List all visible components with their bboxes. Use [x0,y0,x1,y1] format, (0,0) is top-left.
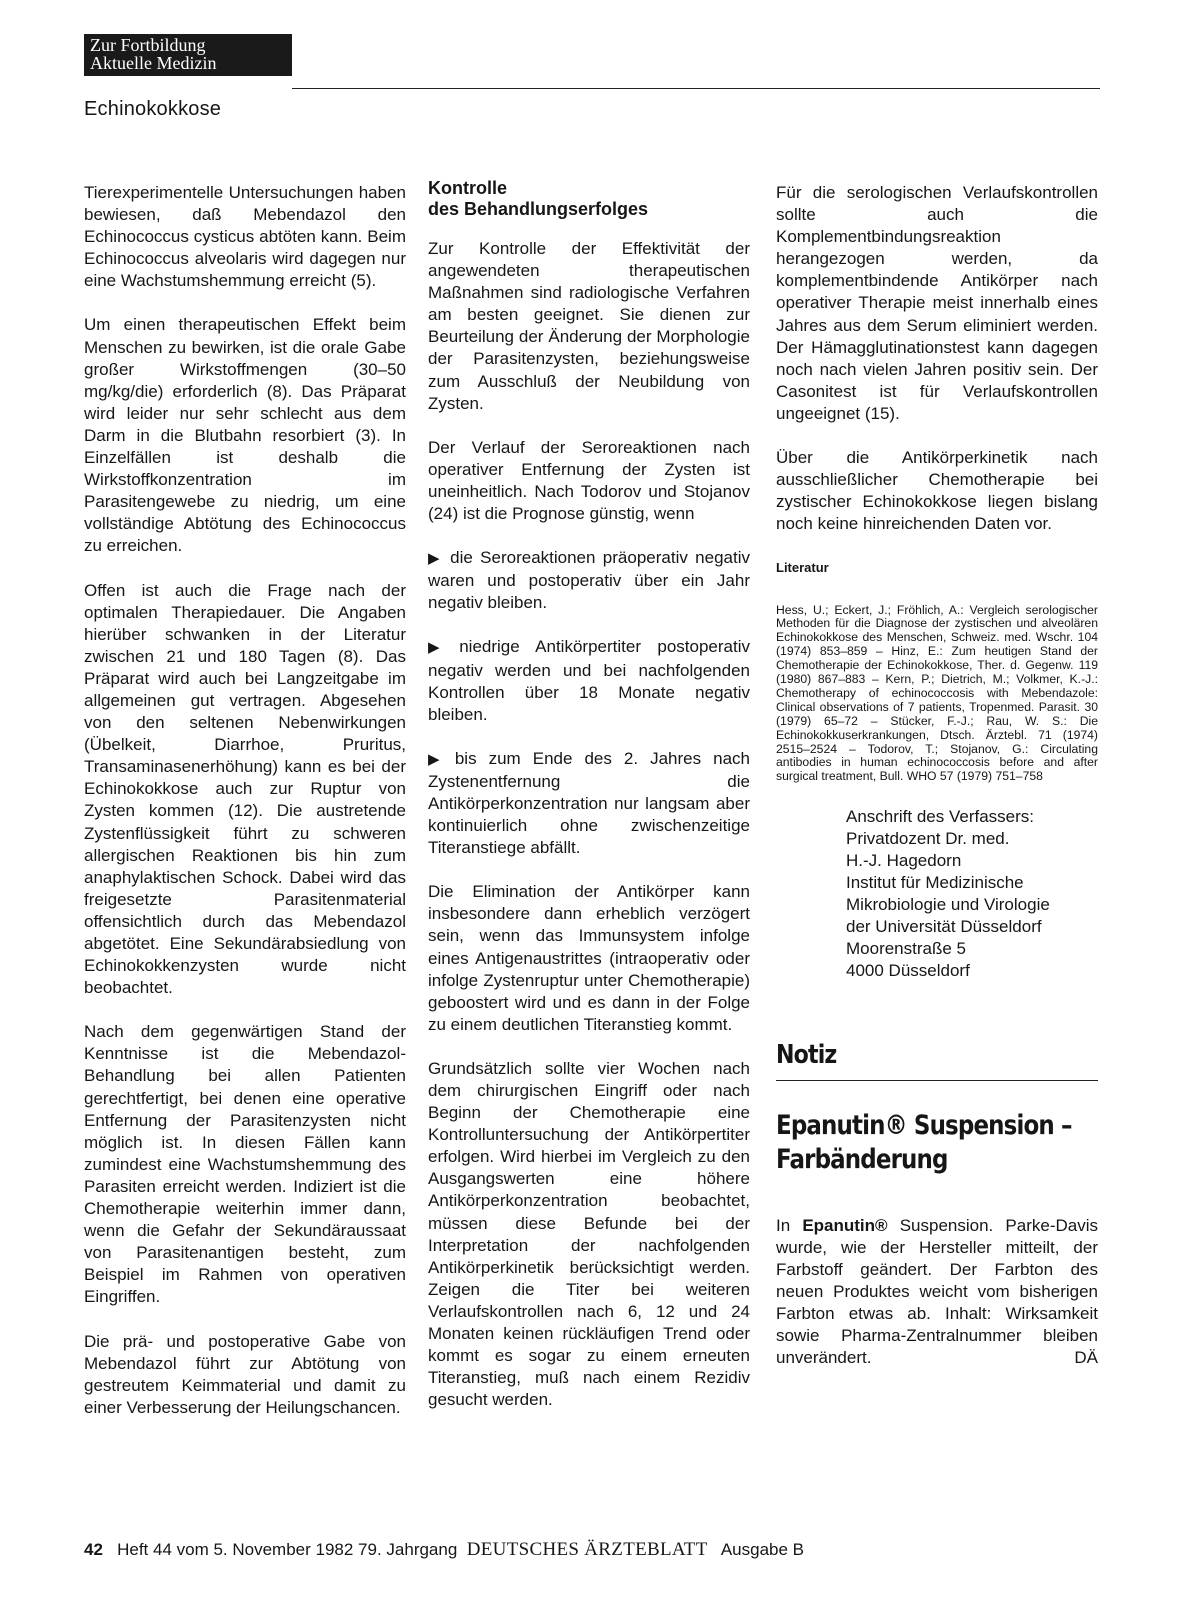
column-2 [428,178,750,1433]
literature-list: Hess, U.; Eckert, J.; Fröhlich, A.: Vergleich serologischer Methoden für die Diagnose der zystischen und alveolären Echinokokkose des Menschen, Schweiz. med. Wschr. 104 (1974) 853–859 – Hinz, E.: Zum heutigen Stand der Chemotherapie der Echinokokkose, Ther. d. Gegenw. 119 (1980) 867–883 – Kern, P.; Dietrich, M.; Volkmer, K.-J.: Chemotherapy of echinococcosis with Mebendazole: Clinical observations of 7 patients, Tropenmed. Parasit. 30 (1979) 65–72 – Stücker, F.-J.; Rau, W. S.: Die Echinokokkuserkrankungen, Dtsch. Ärztebl. 71 (1974) 2515–2524 – Todorov, T.; Stojanov, G.: Circulating antibodies in human echinococcosis before and after surgical treatment, Bull. WHO 57 (1979) 751–758 [776,602,1098,784]
epanutin-title-line1: Epanutin® Suspension – [776,1110,1072,1142]
column-1 [84,182,406,1441]
page-number: 42 [84,1540,103,1559]
address-line: Institut für Medizinische [846,873,1024,893]
epanutin-text-pre: In [776,1216,803,1236]
address-line: H.-J. Hagedorn [846,851,962,871]
bullet-item [428,748,750,859]
address-line: Anschrift des Verfassers: [846,807,1035,827]
epanutin-bold: Epanutin® [802,1216,888,1236]
epanutin-title-line2: Farbänderung [776,1144,948,1176]
epanutin-text [776,1215,1098,1369]
bullet-item [428,547,750,614]
notiz-heading: Notiz [776,1040,837,1071]
paragraph: Über die Antikörperkinetik nach ausschließlicher Chemotherapie bei zystischer Echinokokkose liegen bislang noch keine hinreichenden Daten vor. [776,448,1098,534]
bullet-item [428,636,750,725]
address-line: 4000 Düsseldorf [846,961,970,981]
author-address [846,806,1098,982]
page-footer [84,1539,804,1561]
section-heading-line2: des Behandlungserfolges [428,199,649,219]
paragraph: Tierexperimentelle Untersuchungen haben bewiesen, daß Mebendazol den Echinococcus cysticus abtöten kann. Beim Echinococcus alveolaris wird dagegen nur eine Wachstumshemmung erreicht (5). [84,183,406,291]
section-heading-line1: Kontrolle [428,178,507,198]
paragraph: Um einen therapeutischen Effekt beim Menschen zu bewirken, ist die orale Gabe großer Wirkstoffmengen (30–50 mg/kg/die) erforderlich (8). Das Präparat wird leider nur sehr schlecht aus dem Darm in die Blutbahn resorbiert (3). In Einzelfällen ist deshalb die Wirkstoffkonzentration im Parasitengewebe zu niedrig, um eine vollständige Abtötung des Echinococcus zu erreichen. [84,315,406,556]
address-line: Privatdozent Dr. med. [846,829,1010,849]
header-rule [292,88,1100,89]
epanutin-text-rest: Suspension. Parke-Davis wurde, wie der Hersteller mitteilt, der Farbstoff geändert. Der Farbton des neuen Produktes weicht vom bisherigen Farbton etwas ab. Inhalt: Wirksamkeit sowie Pharma-Zentralnummer bleiben unverändert. [776,1216,1099,1368]
paragraph: Die prä- und postoperative Gabe von Mebendazol führt zur Abtötung von gestreutem Keimmaterial und damit zu einer Verbesserung der Heilungschancen. [84,1331,406,1417]
triangle-bullet-icon: ▶ [428,639,452,657]
paragraph: Die Elimination der Antikörper kann insbesondere dann erheblich verzögert sein, wenn das Immunsystem infolge eines Antigenaustrittes (intraoperativ oder infolge Zystenruptur unter Chemotherapie) geboostert wird und es dann in der Folge zu einem deutlichen Titeranstieg kommt. [428,882,750,1034]
bullet-text: niedrige Antikörpertiter postoperativ negativ werden und bei nachfolgenden Kontrollen über 18 Monate negativ bleiben. [428,637,750,724]
paragraph: Für die serologischen Verlaufskontrollen sollte auch die Komplementbindungsreaktion herangezogen werden, da komplementbindende Antikörper nach operativer Therapie meist innerhalb eines Jahres aus dem Serum eliminiert werden. Der Hämagglutinationstest kann dagegen noch nach vielen Jahren positiv sein. Der Casonitest ist für Verlaufskontrollen ungeeignet (15). [776,183,1098,423]
paragraph: Nach dem gegenwärtigen Stand der Kenntnisse ist die Mebendazol-Behandlung bei allen Patienten gerechtfertigt, bei denen eine operative Entfernung der Parasitenzysten nicht möglich ist. In diesen Fällen kann zumindest eine Wachstumshemmung des Parasiten erreicht werden. Indiziert ist die Chemotherapie weiterhin immer dann, wenn die Gefahr der Sekundäraussaat von Parasitenantigen besteht, zum Beispiel im Rahmen von operativen Eingriffen. [84,1022,406,1307]
journal-name: DEUTSCHES ÄRZTEBLATT [466,1539,708,1560]
section-label-line2: Aktuelle Medizin [90,53,217,73]
address-line: der Universität Düsseldorf [846,917,1042,937]
paragraph: Zur Kontrolle der Effektivität der angewendeten therapeutischen Maßnahmen sind radiologische Verfahren am besten geeignet. Sie dienen zur Beurteilung der Änderung der Morphologie der Parasitenzysten, beziehungsweise zum Ausschluß der Neubildung von Zysten. [428,239,750,413]
epanutin-title [776,1109,1099,1177]
section-label-line1: Zur Fortbildung [90,35,206,55]
paragraph: Der Verlauf der Seroreaktionen nach operativer Entfernung der Zysten ist uneinheitlich. Nach Todorov und Stojanov (24) ist die Prognose günstig, wenn [428,437,750,524]
column-3 [776,182,1098,1391]
notiz-rule [776,1080,1098,1081]
issue-info: Heft 44 vom 5. November 1982 79. Jahrgang [117,1540,458,1559]
address-line: Mikrobiologie und Virologie [846,895,1050,915]
article-topic: Echinokokkose [84,98,222,120]
bullet-text: bis zum Ende des 2. Jahres nach Zystenentfernung die Antikörperkonzentration nur langsam aber kontinuierlich ohne zwischenzeitige Titeranstiege abfällt. [428,748,750,858]
bullet-text: die Seroreaktionen präoperativ negativ waren und postoperativ über ein Jahr negativ bleiben. [428,548,750,613]
section-heading [428,178,750,220]
section-label-box [84,34,292,76]
paragraph: Grundsätzlich sollte vier Wochen nach dem chirurgischen Eingriff oder nach Beginn der Chemotherapie eine Kontrolluntersuchung der Antikörpertiter erfolgen. Wird hierbei im Vergleich zu den Ausgangswerten eine höhere Antikörperkonzentration beobachtet, müssen diese Befunde bei der Interpretation der nachfolgenden Antikörperkinetik berücksichtigt werden. Zeigen die Titer bei weiteren Verlaufskontrollen nach 6, 12 und 24 Monaten keinen rückläufigen Trend oder kommt es sogar zu einem erneuten Titeranstieg, muß nach einem Rezidiv gesucht werden. [428,1058,750,1410]
epanutin-sign: DÄ [1074,1348,1098,1368]
triangle-bullet-icon: ▶ [428,550,443,568]
triangle-bullet-icon: ▶ [428,750,447,768]
paragraph: Offen ist auch die Frage nach der optimalen Therapiedauer. Die Angaben hierüber schwanken in der Literatur zwischen 21 und 180 Tagen (8). Das Präparat wird auch bei Langzeitgabe im allgemeinen gut vertragen. Abgesehen von den seltenen Nebenwirkungen (Übelkeit, Diarrhoe, Pruritus, Transaminasenerhöhung) kann es bei der Echinokokkose auch zur Ruptur von Zysten kommen (12). Die austretende Zystenflüssigkeit führt zu schweren allergischen Reaktionen bis hin zum anaphylaktischen Schock. Dabei wird das freigesetzte Parasitenmaterial offensichtlich durch das Mebendazol abgetötet. Eine Sekundärabsiedlung von Echinokokkenzysten wurde nicht beobachtet. [84,580,406,998]
edition: Ausgabe B [720,1540,805,1559]
address-line: Moorenstraße 5 [846,939,966,959]
literature-heading: Literatur [776,560,829,576]
